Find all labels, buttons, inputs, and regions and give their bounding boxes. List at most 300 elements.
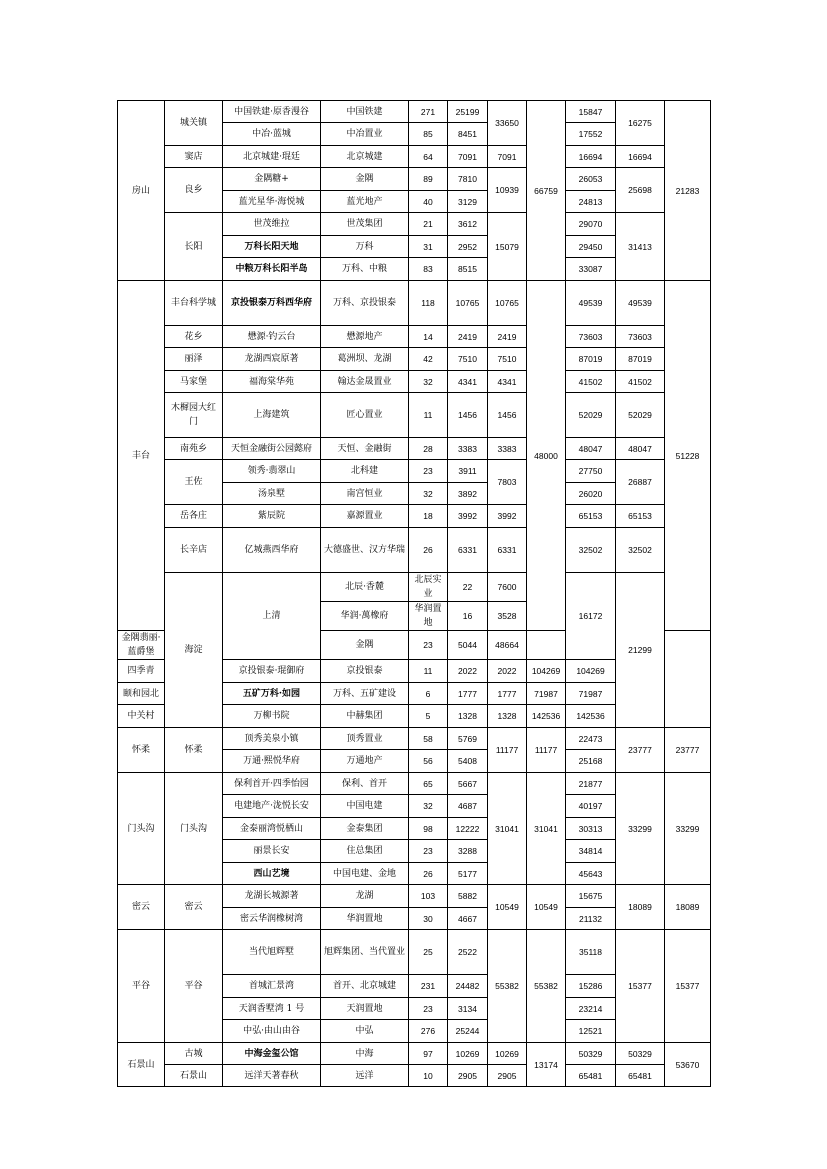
table-row (118, 773, 711, 795)
table-row (118, 528, 711, 573)
table-cell: 8451 (448, 123, 488, 146)
table-cell: 平谷 (118, 930, 165, 1043)
table-cell: 5408 (448, 750, 488, 773)
table-cell: 23777 (665, 728, 711, 773)
table-cell: 16172 (566, 573, 616, 660)
table-cell: 古城 (165, 1043, 223, 1065)
table-cell: 北京城建 (321, 146, 409, 168)
table-cell: 32 (409, 371, 448, 393)
table-cell: 7091 (488, 146, 527, 168)
table-cell: 40 (409, 191, 448, 213)
table-cell: 天恒、金融街 (321, 438, 409, 460)
table-cell: 保利、首开 (321, 773, 409, 795)
table-cell: 顶秀美泉小镇 (223, 728, 321, 750)
table-cell: 上海建筑 (223, 393, 321, 438)
table-row (118, 460, 711, 483)
table-cell: 嘉源置业 (321, 505, 409, 528)
table-cell: 7803 (488, 460, 527, 505)
table-cell: 18 (409, 505, 448, 528)
table-cell: 53670 (665, 1043, 711, 1087)
table-cell: 华润·萬橡府 (321, 602, 409, 631)
table-cell: 石景山 (165, 1065, 223, 1087)
table-cell: 16275 (616, 101, 665, 146)
table-cell: 22473 (566, 728, 616, 750)
table-cell: 27750 (566, 460, 616, 483)
table-cell: 2952 (448, 236, 488, 258)
table-cell: 98 (409, 818, 448, 840)
table-cell: 65481 (616, 1065, 665, 1087)
table-cell: 26887 (616, 460, 665, 505)
table-cell: 南宫恒业 (321, 483, 409, 505)
table-cell: 中国电建、金地 (321, 863, 409, 885)
table-cell: 丰台科学城 (165, 281, 223, 326)
table-cell: 271 (409, 101, 448, 123)
table-cell: 房山 (118, 101, 165, 281)
table-cell: 21299 (616, 573, 665, 728)
table-cell: 23 (409, 460, 448, 483)
table-cell: 25244 (448, 1020, 488, 1043)
table-cell: 3383 (448, 438, 488, 460)
table-cell: 2419 (488, 326, 527, 348)
table-cell: 6 (409, 683, 448, 705)
table-cell: 6331 (448, 528, 488, 573)
table-cell: 2419 (448, 326, 488, 348)
table-cell: 71987 (566, 683, 616, 705)
table-cell: 3992 (448, 505, 488, 528)
table-cell: 10939 (488, 168, 527, 213)
table-cell: 7091 (448, 146, 488, 168)
table-cell: 金隅 (321, 631, 409, 660)
table-cell: 蓝光星华·海悦城 (223, 191, 321, 213)
table-cell: 金隅糖+ (223, 168, 321, 191)
table-cell: 31041 (527, 773, 566, 885)
table-cell: 23214 (566, 998, 616, 1020)
table-cell: 中关村 (118, 705, 165, 728)
table-row (118, 438, 711, 460)
table-cell: 丽景长安 (223, 840, 321, 863)
table-cell: 3134 (448, 998, 488, 1020)
table-cell: 大德盛世、汉方华瑞 (321, 528, 409, 573)
table-cell: 23 (409, 840, 448, 863)
table-cell: 华润置地 (321, 908, 409, 930)
table-cell: 26 (409, 528, 448, 573)
table-cell: 15675 (566, 885, 616, 908)
table-cell: 28 (409, 438, 448, 460)
table-cell: 32502 (616, 528, 665, 573)
table-cell: 6331 (488, 528, 527, 573)
table-cell: 83 (409, 258, 448, 281)
table-cell: 顶秀置业 (321, 728, 409, 750)
table-row (118, 505, 711, 528)
table-cell: 18089 (616, 885, 665, 930)
table-cell: 10765 (448, 281, 488, 326)
table-cell: 32 (409, 795, 448, 818)
table-cell: 5177 (448, 863, 488, 885)
table-row (118, 1043, 711, 1065)
table-cell: 11 (409, 660, 448, 683)
table-cell: 2522 (448, 930, 488, 975)
table-cell: 3288 (448, 840, 488, 863)
table-cell: 21283 (665, 101, 711, 281)
table-cell: 金隅翡丽·蓝爵堡 (118, 631, 165, 660)
table-cell: 50329 (566, 1043, 616, 1065)
table-cell: 65 (409, 773, 448, 795)
table-cell: 京投银泰 (321, 660, 409, 683)
table-cell: 岳各庄 (165, 505, 223, 528)
table-cell: 66759 (527, 101, 566, 281)
table-row (118, 281, 711, 326)
table-cell: 金泰丽湾悦栖山 (223, 818, 321, 840)
table-cell: 金隅 (321, 168, 409, 191)
table-cell: 89 (409, 168, 448, 191)
table-cell: 中国铁建·原香漫谷 (223, 101, 321, 123)
table-cell: 首城汇景湾 (223, 975, 321, 998)
table-cell: 65153 (616, 505, 665, 528)
table-cell: 118 (409, 281, 448, 326)
table-cell: 45643 (566, 863, 616, 885)
table-cell: 87019 (616, 348, 665, 371)
table-cell: 55382 (488, 930, 527, 1043)
table-cell: 30 (409, 908, 448, 930)
table-cell: 汤泉墅 (223, 483, 321, 505)
table-cell: 四季青 (118, 660, 165, 683)
table-cell: 紫辰院 (223, 505, 321, 528)
table-cell: 55382 (527, 930, 566, 1043)
table-cell: 21 (409, 213, 448, 236)
table-cell: 丰台 (118, 281, 165, 631)
table-cell: 丽泽 (165, 348, 223, 371)
table-cell: 23777 (616, 728, 665, 773)
table-cell: 2022 (448, 660, 488, 683)
table-cell: 71987 (527, 683, 566, 705)
table-cell: 2905 (448, 1065, 488, 1087)
table-row (118, 393, 711, 438)
table-cell: 保利首开·四季怡园 (223, 773, 321, 795)
table-cell: 15377 (616, 930, 665, 1043)
table-cell: 花乡 (165, 326, 223, 348)
table-cell: 怀柔 (118, 728, 165, 773)
table-cell: 龙湖 (321, 885, 409, 908)
table-cell: 王佐 (165, 460, 223, 505)
table-cell: 33087 (566, 258, 616, 281)
table-cell: 15079 (488, 213, 527, 281)
table-cell: 5 (409, 705, 448, 728)
table-cell: 73603 (616, 326, 665, 348)
table-row (118, 326, 711, 348)
table-cell: 32502 (566, 528, 616, 573)
table-cell: 中粮万科长阳半岛 (223, 258, 321, 281)
table-cell: 3528 (488, 602, 527, 631)
table-cell: 16 (448, 602, 488, 631)
table-cell: 北辰实业 (409, 573, 448, 602)
table-cell: 14 (409, 326, 448, 348)
table-cell: 58 (409, 728, 448, 750)
table-cell: 16694 (566, 146, 616, 168)
table-cell: 15377 (665, 930, 711, 1043)
table-cell: 3612 (448, 213, 488, 236)
table-cell: 48664 (488, 631, 527, 660)
table-cell: 48047 (616, 438, 665, 460)
table-cell: 1777 (488, 683, 527, 705)
table-cell: 33299 (665, 773, 711, 885)
table-cell: 1456 (488, 393, 527, 438)
table-cell: 11177 (527, 728, 566, 773)
table-cell: 10549 (488, 885, 527, 930)
table-cell: 35118 (566, 930, 616, 975)
table-cell: 52029 (616, 393, 665, 438)
table-row (118, 1065, 711, 1087)
table-cell: 25199 (448, 101, 488, 123)
table-cell: 7510 (488, 348, 527, 371)
table-cell: 石景山 (118, 1043, 165, 1087)
table-cell: 10 (409, 1065, 448, 1087)
table-cell: 4687 (448, 795, 488, 818)
table-cell: 中国电建 (321, 795, 409, 818)
table-cell: 51228 (665, 281, 711, 631)
table-cell: 25168 (566, 750, 616, 773)
table-cell: 33299 (616, 773, 665, 885)
table-cell: 26053 (566, 168, 616, 191)
table-cell: 15847 (566, 101, 616, 123)
table-body (118, 101, 711, 1087)
table-cell: 当代旭辉墅 (223, 930, 321, 975)
table-cell: 24813 (566, 191, 616, 213)
table-cell: 41502 (616, 371, 665, 393)
table-cell: 25 (409, 930, 448, 975)
table-row (118, 101, 711, 123)
table-cell: 4341 (448, 371, 488, 393)
table-cell: 3911 (448, 460, 488, 483)
table-cell: 29070 (566, 213, 616, 236)
table-cell: 65481 (566, 1065, 616, 1087)
table-cell: 首开、北京城建 (321, 975, 409, 998)
table-cell: 匠心置业 (321, 393, 409, 438)
table-cell: 万柳书院 (223, 705, 321, 728)
table-cell: 万科长阳天地 (223, 236, 321, 258)
table-cell: 31041 (488, 773, 527, 885)
table-cell: 50329 (616, 1043, 665, 1065)
table-cell: 40197 (566, 795, 616, 818)
table-cell: 15286 (566, 975, 616, 998)
table-cell: 2022 (488, 660, 527, 683)
table-cell: 231 (409, 975, 448, 998)
table-cell: 41502 (566, 371, 616, 393)
table-cell: 福海棠华苑 (223, 371, 321, 393)
table-cell: 142536 (527, 705, 566, 728)
table-cell: 11177 (488, 728, 527, 773)
table-cell: 73603 (566, 326, 616, 348)
table-cell: 住总集团 (321, 840, 409, 863)
table-cell: 65153 (566, 505, 616, 528)
table-cell: 3129 (448, 191, 488, 213)
table-cell: 亿城燕西华府 (223, 528, 321, 573)
table-cell: 26 (409, 863, 448, 885)
table-cell: 南苑乡 (165, 438, 223, 460)
table-cell: 11 (409, 393, 448, 438)
table-row (118, 728, 711, 750)
table-cell: 29450 (566, 236, 616, 258)
table-cell: 64 (409, 146, 448, 168)
table-cell: 34814 (566, 840, 616, 863)
table-cell: 电建地产·泷悦长安 (223, 795, 321, 818)
table-cell: 蓝光地产 (321, 191, 409, 213)
table-cell: 华润置地 (409, 602, 448, 631)
table-cell: 万通地产 (321, 750, 409, 773)
table-cell: 长辛店 (165, 528, 223, 573)
table-cell: 京投银泰万科西华府 (223, 281, 321, 326)
table-cell: 4341 (488, 371, 527, 393)
table-cell: 京投银泰·琨御府 (223, 660, 321, 683)
table-cell: 中弘 (321, 1020, 409, 1043)
table-cell: 世茂维拉 (223, 213, 321, 236)
table-cell: 5044 (448, 631, 488, 660)
table-cell: 18089 (665, 885, 711, 930)
table-cell: 25698 (616, 168, 665, 213)
table-cell: 密云 (118, 885, 165, 930)
table-row (118, 146, 711, 168)
table-cell: 懋源地产 (321, 326, 409, 348)
table-cell: 3992 (488, 505, 527, 528)
table-cell: 48047 (566, 438, 616, 460)
table-cell: 北京城建·琨廷 (223, 146, 321, 168)
table-row (118, 573, 711, 602)
table-cell: 3383 (488, 438, 527, 460)
table-cell: 中赫集团 (321, 705, 409, 728)
table-cell: 103 (409, 885, 448, 908)
table-cell: 窦店 (165, 146, 223, 168)
table-cell: 10269 (448, 1043, 488, 1065)
table-cell: 104269 (566, 660, 616, 683)
table-cell: 五矿万科·如园 (223, 683, 321, 705)
table-row (118, 168, 711, 191)
table-cell: 85 (409, 123, 448, 146)
table-cell: 142536 (566, 705, 616, 728)
table-cell: 北辰·香麓 (321, 573, 409, 602)
table-cell: 17552 (566, 123, 616, 146)
table-cell: 276 (409, 1020, 448, 1043)
table-cell: 30313 (566, 818, 616, 840)
table-cell: 97 (409, 1043, 448, 1065)
table-cell: 5667 (448, 773, 488, 795)
table-cell: 懋源·钓云台 (223, 326, 321, 348)
table-cell: 31 (409, 236, 448, 258)
table-cell: 领秀·翡翠山 (223, 460, 321, 483)
table-cell: 龙湖西宸原著 (223, 348, 321, 371)
table-cell: 1328 (488, 705, 527, 728)
table-cell: 翰达金晟置业 (321, 371, 409, 393)
table-cell: 世茂集团 (321, 213, 409, 236)
table-cell: 5769 (448, 728, 488, 750)
table-cell: 北科建 (321, 460, 409, 483)
table-cell: 1777 (448, 683, 488, 705)
table-cell: 7510 (448, 348, 488, 371)
table-cell: 33650 (488, 101, 527, 146)
table-cell: 平谷 (165, 930, 223, 1043)
table-cell: 21132 (566, 908, 616, 930)
table-cell: 2905 (488, 1065, 527, 1087)
table-row (118, 371, 711, 393)
table-cell: 49539 (616, 281, 665, 326)
table-cell: 马家堡 (165, 371, 223, 393)
table-cell: 10269 (488, 1043, 527, 1065)
table-cell: 3892 (448, 483, 488, 505)
table-cell: 23 (409, 631, 448, 660)
table-cell: 葛洲坝、龙湖 (321, 348, 409, 371)
table-cell: 龙湖长城源著 (223, 885, 321, 908)
table-cell: 天润香墅湾 1 号 (223, 998, 321, 1020)
table-cell: 长阳 (165, 213, 223, 281)
table-cell: 中海金玺公馆 (223, 1043, 321, 1065)
table-cell: 天恒金融街公园懿府 (223, 438, 321, 460)
table-cell: 12521 (566, 1020, 616, 1043)
table-cell: 门头沟 (165, 773, 223, 885)
table-cell: 远洋天著春秋 (223, 1065, 321, 1087)
table-cell: 怀柔 (165, 728, 223, 773)
table-cell: 31413 (616, 213, 665, 281)
table-cell: 天润置地 (321, 998, 409, 1020)
table-cell: 22 (448, 573, 488, 602)
table-cell: 西山艺境 (223, 863, 321, 885)
table-cell: 中海 (321, 1043, 409, 1065)
table-cell: 密云华润橡树湾 (223, 908, 321, 930)
table-cell: 上清 (223, 573, 321, 660)
table-row (118, 213, 711, 236)
table-cell: 12222 (448, 818, 488, 840)
table-cell: 10549 (527, 885, 566, 930)
table-cell: 13174 (527, 1043, 566, 1087)
table-cell: 49539 (566, 281, 616, 326)
table-row (118, 930, 711, 975)
table-cell: 8515 (448, 258, 488, 281)
table-cell: 24482 (448, 975, 488, 998)
table-cell: 42 (409, 348, 448, 371)
table-cell: 海淀 (165, 573, 223, 728)
table-cell: 4667 (448, 908, 488, 930)
table-cell: 1456 (448, 393, 488, 438)
table-row (118, 348, 711, 371)
table-cell: 56 (409, 750, 448, 773)
table-cell: 中弘·由山由谷 (223, 1020, 321, 1043)
table-cell: 1328 (448, 705, 488, 728)
table-cell: 万科、京投银泰 (321, 281, 409, 326)
table-cell: 金泰集团 (321, 818, 409, 840)
table-cell: 门头沟 (118, 773, 165, 885)
table-row (118, 885, 711, 908)
table-cell: 10765 (488, 281, 527, 326)
table-cell: 中国铁建 (321, 101, 409, 123)
table-cell: 旭辉集团、当代置业 (321, 930, 409, 975)
table-cell: 23 (409, 998, 448, 1020)
table-cell: 7600 (488, 573, 527, 602)
table-cell: 万通·熙悦华府 (223, 750, 321, 773)
table-cell: 万科、五矿建设 (321, 683, 409, 705)
table-cell: 104269 (527, 660, 566, 683)
table-cell: 城关镇 (165, 101, 223, 146)
table-cell: 万科、中粮 (321, 258, 409, 281)
table-cell: 密云 (165, 885, 223, 930)
table-cell: 87019 (566, 348, 616, 371)
housing-data-table (117, 100, 711, 1087)
table-cell: 远洋 (321, 1065, 409, 1087)
table-cell: 木樨园大红门 (165, 393, 223, 438)
table-cell: 26020 (566, 483, 616, 505)
table-cell: 32 (409, 483, 448, 505)
table-cell: 21877 (566, 773, 616, 795)
table-cell: 万科 (321, 236, 409, 258)
table-cell: 良乡 (165, 168, 223, 213)
table-cell: 颐和园北 (118, 683, 165, 705)
table-cell: 5882 (448, 885, 488, 908)
